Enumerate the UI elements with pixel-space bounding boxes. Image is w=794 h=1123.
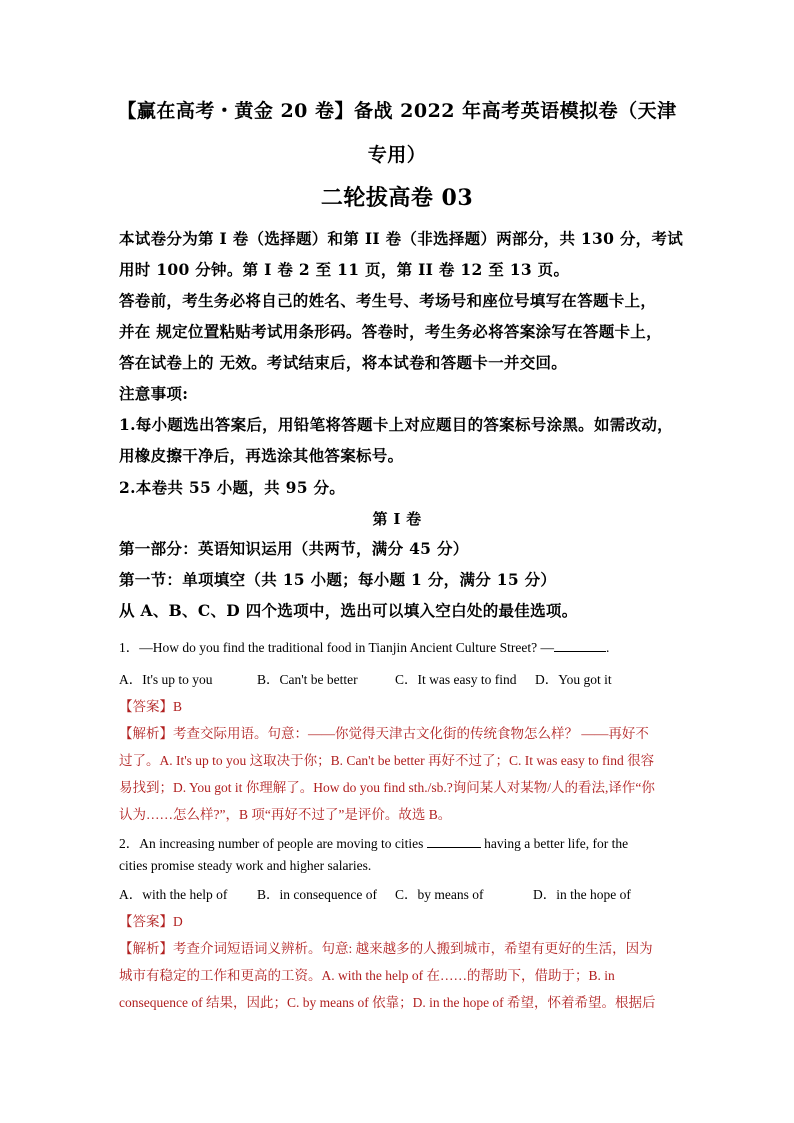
option-b: B．Can't be better [257, 672, 358, 687]
exam-subtitle: 二轮拔高卷 03 [320, 185, 474, 211]
analysis-line: 城市有稳定的工作和更高的工资。A. with the help of 在……的帮助下，借助于；B. in [119, 968, 615, 983]
option-a: A．It's up to you [119, 672, 213, 687]
intro-line: 用时 100 分钟。第 I 卷 2 至 11 页，第 II 卷 12 至 13 页。 [119, 260, 570, 279]
notice-line: 用橡皮擦干净后，再选涂其他答案标号。 [119, 446, 404, 465]
option-d: D．in the hope of [533, 887, 631, 902]
instruction-text: 从 A、B、C、D 四个选项中，选出可以填入空白处的最佳选项。 [119, 601, 578, 620]
notice-heading: 注意事项: [119, 384, 189, 403]
option-b: B．in consequence of [257, 887, 377, 902]
intro-line: 答在试卷上的 无效。考试结束后，将本试卷和答题卡一并交回。 [119, 353, 568, 372]
notice-line: 2.本卷共 55 小题，共 95 分。 [119, 478, 346, 497]
option-c: C．by means of [395, 887, 484, 902]
answer-label: 【答案】D [119, 914, 183, 929]
question-stem [119, 832, 628, 852]
analysis-line: 【解析】考查介词短语词义辨析。句意: 越来越多的人搬到城市，希望有更好的生活，因为 [119, 941, 653, 956]
intro-line: 并在 规定位置粘贴考试用条形码。答卷时，考生务必将答案涂写在答题卡上， [119, 322, 662, 341]
intro-line: 本试卷分为第 I 卷（选择题）和第 II 卷（非选择题）两部分，共 130 分，考试 [119, 229, 684, 248]
option-a: A．with the help of [119, 887, 228, 902]
part-heading: 第一部分：英语知识运用（共两节，满分 45 分） [119, 539, 469, 558]
exam-title-line1: 【赢在高考・黄金 20 卷】备战 2022 年高考英语模拟卷（天津 [117, 100, 677, 122]
question-stem [119, 636, 609, 656]
analysis-line: 认为……怎么样?”，B 项“再好不过了”是评价。故选 B。 [119, 807, 452, 822]
question-text-after: having a better life, for the [484, 836, 629, 851]
volume-heading: 第 I 卷 [372, 510, 422, 528]
subsection-heading: 第一节：单项填空（共 15 小题；每小题 1 分，满分 15 分） [119, 570, 557, 589]
exam-title-line2: 专用） [367, 144, 427, 166]
question-text: 2．An increasing number of people are moving to cities [119, 836, 424, 851]
analysis-line: 【解析】考查交际用语。句意：——你觉得天津古文化街的传统食物怎么样？ ——再好不 [119, 726, 649, 741]
question-options [119, 668, 612, 688]
question-options [119, 883, 631, 903]
answer-label: 【答案】B [119, 699, 183, 714]
question-text-tail: . [605, 640, 610, 655]
question-stem-line2: cities promise steady work and higher salaries. [119, 858, 372, 873]
intro-line: 答卷前，考生务必将自己的姓名、考生号、考场号和座位号填写在答题卡上， [119, 291, 657, 310]
answer-blank [427, 835, 481, 848]
notice-line: 1.每小题选出答案后，用铅笔将答题卡上对应题目的答案标号涂黑。如需改动， [119, 415, 673, 434]
option-d: D．You got it [535, 672, 612, 687]
analysis-line: 易找到；D. You got it 你理解了。How do you find sth./sb.?询问某人对某物/人的看法,译作“你 [119, 780, 655, 795]
analysis-line: 过了。A. It's up to you 这取决于你；B. Can't be better 再好不过了；C. It was easy to find 很容 [119, 753, 655, 768]
question-text: 1．—How do you find the traditional food in Tianjin Ancient Culture Street? — [119, 640, 554, 655]
analysis-line: consequence of 结果，因此；C. by means of 依靠；D. in the hope of 希望，怀着希望。根据后 [119, 995, 656, 1010]
answer-blank [554, 639, 606, 652]
option-c: C．It was easy to find [395, 672, 517, 687]
